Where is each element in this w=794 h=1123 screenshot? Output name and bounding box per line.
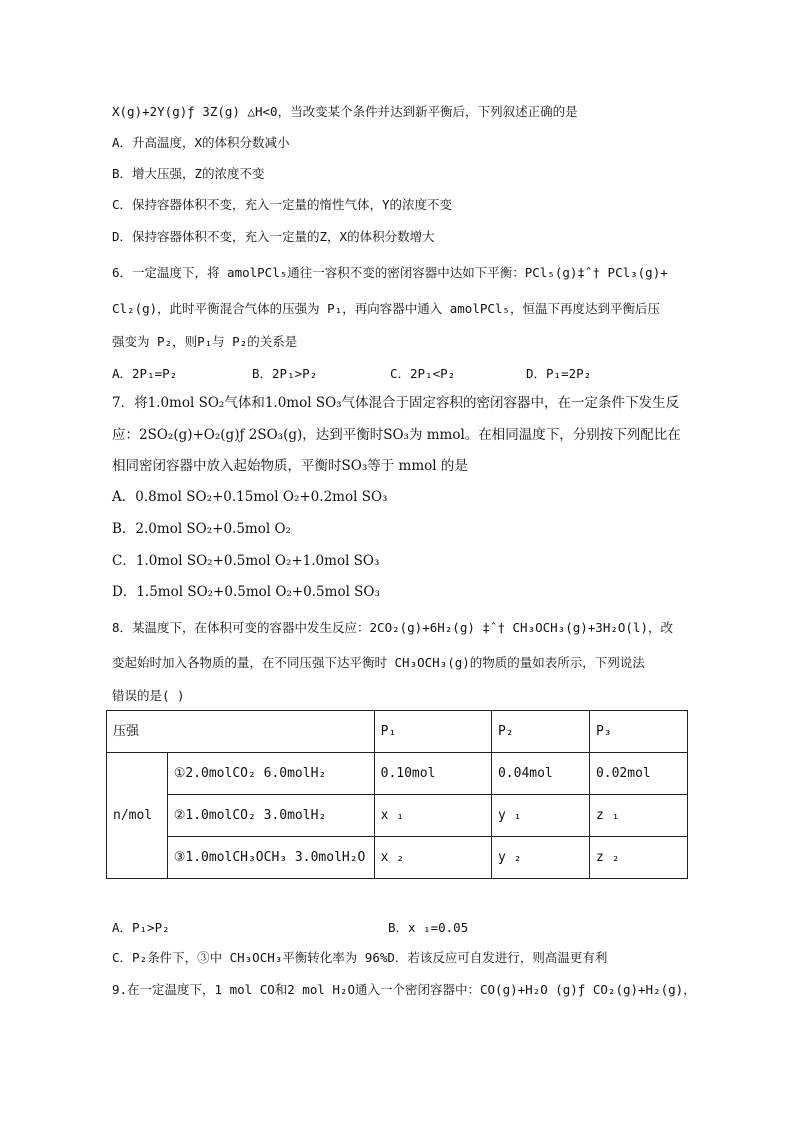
q8-options-cd: C．P₂条件下，③中 CH₃OCH₃平衡转化率为 96%D．若该反应可自发进行，则高温更有利 [112,950,608,965]
table-row [107,837,688,879]
table-header-row [107,711,688,753]
q5-option-b: B．增大压强，Z的浓度不变 [112,166,265,181]
q5-option-c: C．保持容器体积不变，充入一定量的惰性气体，Y的浓度不变 [112,197,453,212]
table-cell: y ₂ [491,837,589,879]
q7-option-a: A．0.8mol SO₂+0.15mol O₂+0.2mol SO₃ [112,489,388,505]
q9-line-1: 9.在一定温度下，1 mol CO和2 mol H₂O通入一个密闭容器中：CO(g)+H₂O (g)ƒ CO₂(g)+H₂(g)， [112,982,696,997]
q6-option-c: C．2P₁<P₂ [390,366,456,381]
table-header-cell: P₃ [589,711,687,753]
table-cell: ①2.0molCO₂ 6.0molH₂ [167,753,374,795]
table-cell: ②1.0molCO₂ 3.0molH₂ [167,795,374,837]
q8-line-2: 变起始时加入各物质的量，在不同压强下达平衡时 CH₃OCH₃(g)的物质的量如表所示，下列说法 [112,655,645,670]
table-group-label: n/mol [107,753,168,879]
q6-option-b: B．2P₁>P₂ [252,366,318,381]
table-cell: 0.10mol [374,753,491,795]
table-row [107,753,688,795]
q7-line-1: 7．将1.0mol SO₂气体和1.0mol SO₃气体混合于固定容积的密闭容器中，在一定条件下发生反 [112,395,680,411]
q8-option-b: B．x ₁=0.05 [388,920,469,935]
q7-option-b: B．2.0mol SO₂+0.5mol O₂ [112,521,291,537]
table-header-cell: P₁ [374,711,491,753]
q7-option-c: C．1.0mol SO₂+0.5mol O₂+1.0mol SO₃ [112,553,380,569]
table-cell: y ₁ [491,795,589,837]
table-cell: 0.04mol [491,753,589,795]
table-row [107,795,688,837]
q8-option-a: A．P₁>P₂ [112,920,170,935]
q6-option-d: D．P₁=2P₂ [526,366,592,381]
q5-option-d: D．保持容器体积不变，充入一定量的Z，X的体积分数增大 [112,229,435,244]
table-cell: x ₂ [374,837,491,879]
q6-line-3: 强变为 P₂，则P₁与 P₂的关系是 [112,334,298,349]
q7-line-2: 应：2SO₂(g)+O₂(g)ƒ 2SO₃(g)，达到平衡时SO₃为 mmol。在相同温度下，分别按下列配比在 [112,427,681,443]
table-header-cell: 压强 [107,711,375,753]
table-cell: x ₁ [374,795,491,837]
q6-option-a: A．2P₁=P₂ [112,366,178,381]
table-cell: z ₂ [589,837,687,879]
q8-data-table [106,710,688,879]
q7-line-3: 相同密闭容器中放入起始物质，平衡时SO₃等于 mmol 的是 [112,458,468,474]
table-header-cell: P₂ [491,711,589,753]
table-cell: ③1.0molCH₃OCH₃ 3.0molH₂O [167,837,374,879]
q6-line-1: 6．一定温度下，将 amolPCl₅通往一容积不变的密闭容器中达如下平衡：PCl₅(g)‡ˆ† PCl₃(g)+ [112,265,668,280]
q8-line-3: 错误的是( ) [112,688,185,703]
table-cell: 0.02mol [589,753,687,795]
q8-line-1: 8．某温度下，在体积可变的容器中发生反应：2CO₂(g)+6H₂(g) ‡ˆ† CH₃OCH₃(g)+3H₂O(l)，改 [112,620,673,635]
q6-line-2: Cl₂(g)，此时平衡混合气体的压强为 P₁，再向容器中通入 amolPCl₅，恒温下再度达到平衡后压 [112,301,660,316]
q7-option-d: D．1.5mol SO₂+0.5mol O₂+0.5mol SO₃ [112,584,380,600]
q5-option-a: A．升高温度，X的体积分数减小 [112,135,290,150]
q5-stem: X(g)+2Y(g)ƒ 3Z(g) △H<0，当改变某个条件并达到新平衡后，下列叙述正确的是 [112,104,578,119]
table-cell: z ₁ [589,795,687,837]
